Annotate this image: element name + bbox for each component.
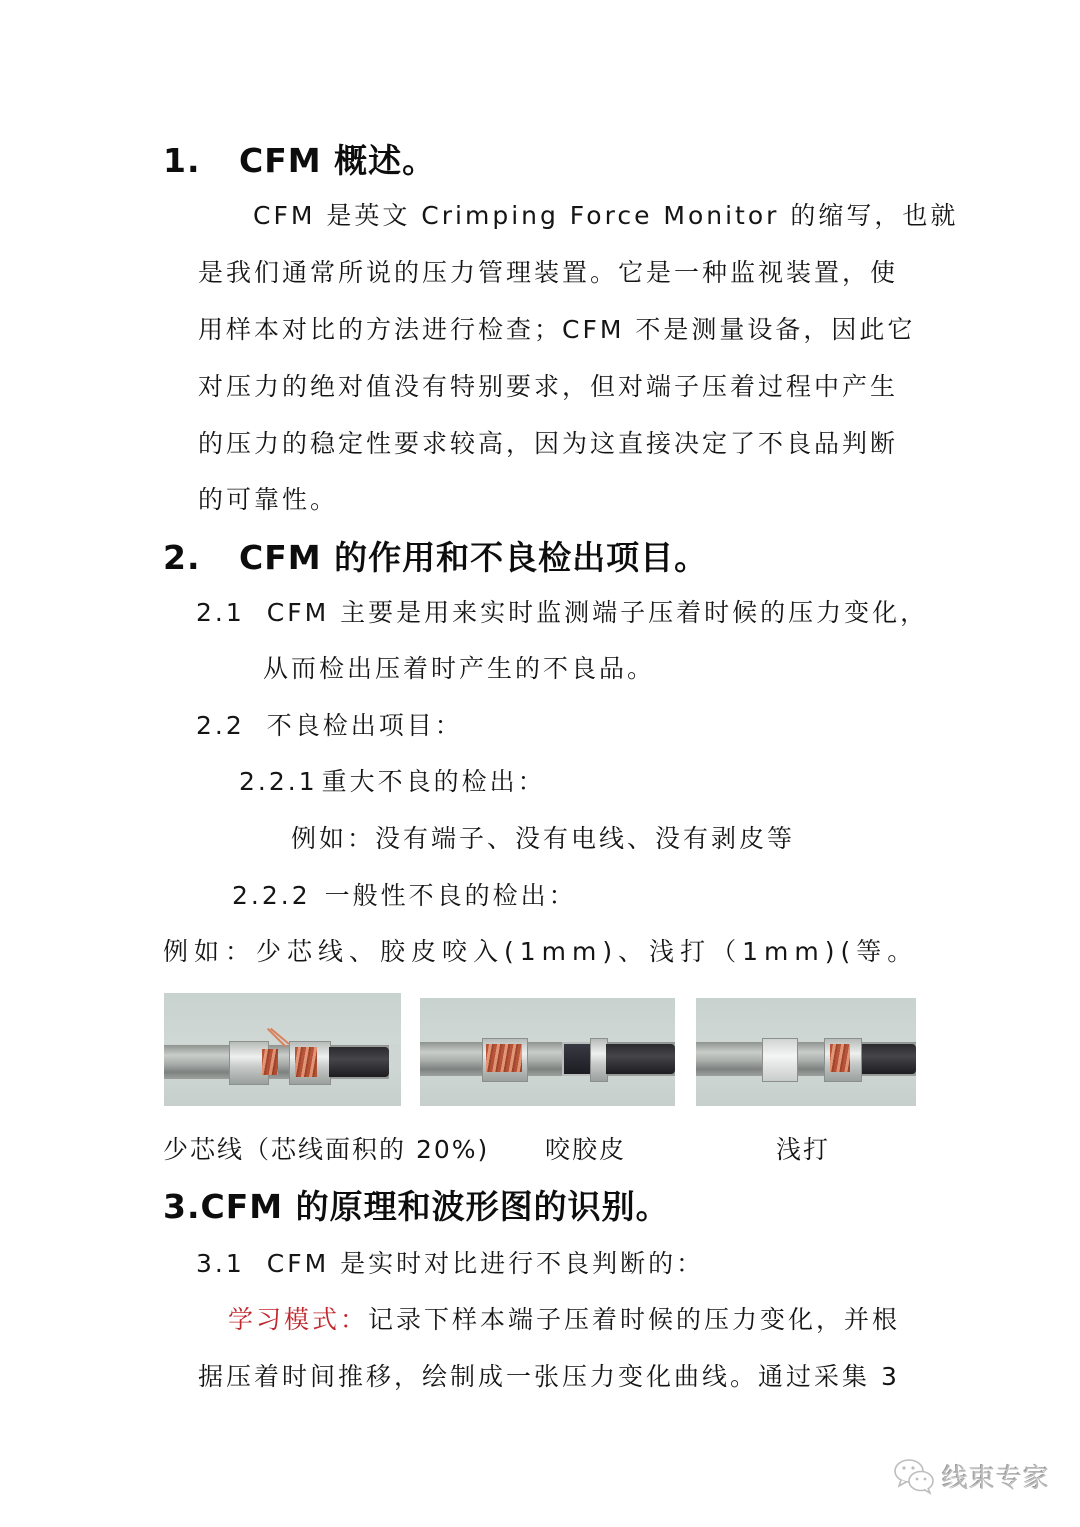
photo-missing-strands: [164, 993, 401, 1106]
photo-caption-missing-strands: 少芯线（芯线面积的 20%): [163, 1135, 490, 1164]
learning-mode-line: [228, 1304, 900, 1336]
section-1-paragraph-line: CFM 是英文 Crimping Force Monitor 的缩写，也就: [253, 201, 959, 230]
section-2-heading: [163, 538, 708, 578]
item-2-2-1-example: 例如：没有端子、没有电线、没有剥皮等: [291, 824, 796, 853]
section-1-title: CFM 概述。: [239, 141, 437, 180]
item-2-1: [196, 597, 928, 629]
item-2-2-text: 不良检出项目：: [266, 711, 463, 740]
item-2-2-1-label: 2.2.1: [239, 767, 318, 796]
learning-mode-label: 学习模式：: [228, 1305, 369, 1334]
photo-shallow-crimp: [696, 998, 916, 1106]
item-2-2-1-text: 重大不良的检出：: [321, 767, 546, 796]
section-1-heading: [163, 141, 436, 181]
photo-caption-insulation-bite: 咬胶皮: [545, 1135, 627, 1164]
section-1-paragraph-line: 的压力的稳定性要求较高，因为这直接决定了不良品判断: [198, 429, 899, 458]
learning-mode-text: 记录下样本端子压着时候的压力变化，并根: [368, 1305, 901, 1334]
item-3-1-text: CFM 是实时对比进行不良判断的：: [266, 1249, 705, 1278]
photo-caption-shallow-crimp: 浅打: [776, 1135, 831, 1164]
watermark-text: 线束专家: [942, 1463, 1051, 1494]
section-1-paragraph-line: 对压力的绝对值没有特别要求，但对端子压着过程中产生: [198, 372, 899, 401]
item-2-1-continuation: 从而检出压着时产生的不良品。: [263, 654, 656, 683]
section-1-paragraph-line: 用样本对比的方法进行检查；CFM 不是测量设备，因此它: [198, 315, 916, 344]
section-2-title: CFM 的作用和不良检出项目。: [239, 538, 709, 577]
section-3-heading: 3.CFM 的原理和波形图的识别。: [163, 1187, 670, 1226]
section-1-number: 1.: [163, 141, 201, 180]
section-2-number: 2.: [163, 538, 201, 577]
item-2-2-label: 2.2: [196, 711, 245, 740]
item-2-2: [196, 710, 463, 742]
section-1-paragraph-line: 是我们通常所说的压力管理装置。它是一种监视装置，使: [198, 258, 899, 287]
item-2-2-2-text: 一般性不良的检出：: [324, 881, 577, 910]
item-3-1: [196, 1248, 704, 1280]
item-2-1-text: CFM 主要是用来实时监测端子压着时候的压力变化，: [266, 598, 929, 627]
item-2-1-label: 2.1: [196, 598, 245, 627]
item-2-2-2: [232, 880, 577, 912]
item-2-2-2-example: 例如：少芯线、胶皮咬入(1mm)、浅打（1mm)(等。: [163, 937, 919, 966]
item-2-2-2-label: 2.2.2: [232, 881, 311, 910]
learning-mode-continuation: 据压着时间推移，绘制成一张压力变化曲线。通过采集 3: [198, 1362, 900, 1391]
watermark: [892, 1456, 1050, 1496]
item-2-2-1: [239, 766, 546, 798]
section-1-paragraph-line: 的可靠性。: [198, 485, 339, 514]
photo-insulation-bite: [420, 998, 675, 1106]
wechat-icon: [892, 1456, 936, 1496]
item-3-1-label: 3.1: [196, 1249, 245, 1278]
